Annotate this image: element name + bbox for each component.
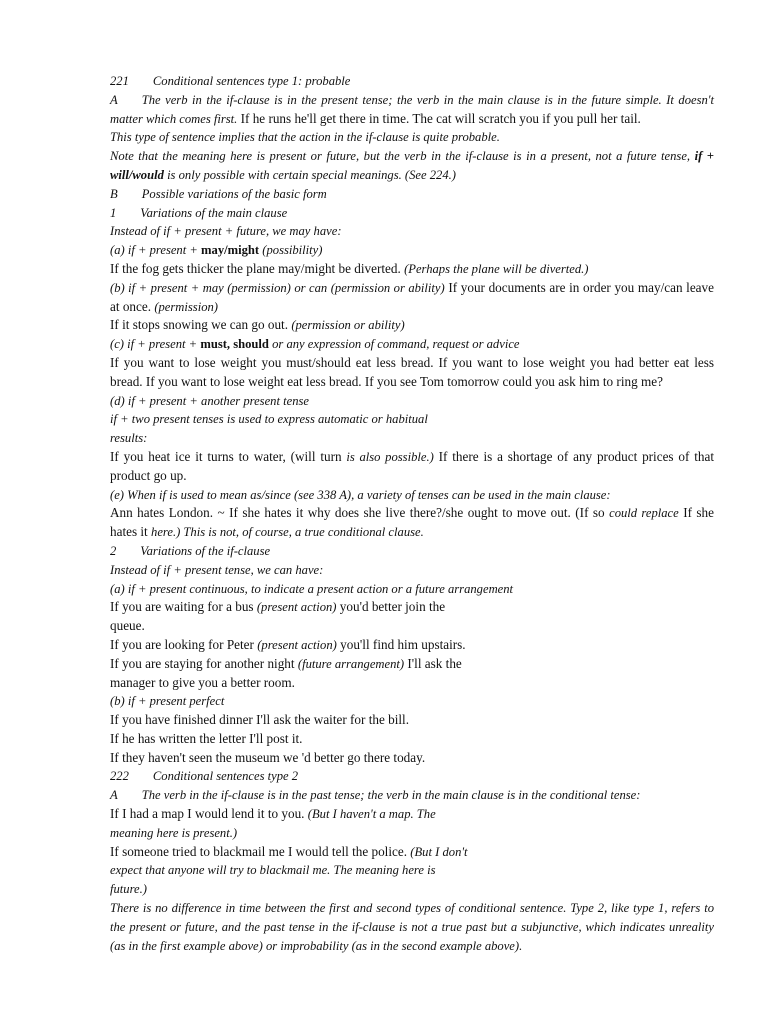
probability-note: This type of sentence implies that the action in the if-clause is quite probable.: [110, 130, 500, 145]
variation-1d-heading: (d) if + present + another present tense: [110, 393, 309, 408]
variation-1d-example: If you heat ice it turns to water, (will turn is also possible.) If there is a shortage of any product prices of that product go up.: [110, 448, 714, 483]
variation-1c-example: If you want to lose weight you must/should eat less bread. If you want to lose weight you had better eat less bread. If you want to lose weight eat less bread. If you see Tom tomorrow could you ask him to ring me?: [110, 354, 714, 389]
variation-1-intro: Instead of if + present + future, we may have:: [110, 224, 342, 239]
variation-2b-example-1: If you have finished dinner I'll ask the waiter for the bill.: [110, 712, 410, 728]
variation-1d-text-2: results:: [110, 431, 148, 446]
section-222-example-2-cont-2: future.): [110, 882, 147, 897]
variation-1e-heading: (e) When if is used to mean as/since (see 338 A), a variety of tenses can be used in the main clause:: [110, 487, 611, 502]
section-222-example-2-cont: expect that anyone will try to blackmail me. The meaning here is: [110, 863, 436, 878]
variation-2b-example-3: If they haven't seen the museum we 'd better go there today.: [110, 749, 426, 765]
variation-1a-heading: (a) if + present + may/might (possibility): [110, 243, 323, 258]
section-221-heading: 221 Conditional sentences type 1: probable: [110, 74, 351, 88]
section-222-example-2: If someone tried to blackmail me I would tell the police. (But I don't: [110, 843, 468, 859]
variation-1-heading: 1 Variations of the main clause: [110, 205, 288, 220]
section-221-b-heading: B Possible variations of the basic form: [110, 186, 327, 201]
section-222-example-1-cont: meaning here is present.): [110, 825, 238, 840]
variation-2a-example-1-cont: queue.: [110, 618, 145, 634]
variation-2b-heading: (b) if + present perfect: [110, 694, 225, 709]
variation-2a-heading: (a) if + present continuous, to indicate a present action or a future arrangement: [110, 581, 514, 596]
variation-1e-example: Ann hates London. ~ If she hates it why does she live there?/she ought to move out. (If so could replace If she hates it here.) This is not, of course, a true conditional clause.: [110, 505, 715, 540]
section-222-heading: 222 Conditional sentences type 2: [110, 769, 299, 784]
variation-1b: (b) if + present + may (permission) or can (permission or ability) If your documents are in order you may/can leave at once. (permission): [110, 279, 714, 314]
section-222-closing: There is no difference in time between the first and second types of conditional sentence. Type 2, like type 1, refers to the present or future, and the past tense in the if-clause is not a true past but a subjunctive, which indicates unreality (as in the first example above) or improbability (as in the second example above).: [110, 901, 714, 953]
variation-2a-example-3-cont: manager to give you a better room.: [110, 674, 295, 690]
variation-2b-example-2: If he has written the letter I'll post it.: [110, 730, 303, 746]
variation-1a-example: If the fog gets thicker the plane may/might be diverted. (Perhaps the plane will be diverted.): [110, 260, 589, 276]
variation-1c-heading: (c) if + present + must, should or any expression of command, request or advice: [110, 337, 520, 352]
variation-1b-example-2: If it stops snowing we can go out. (permission or ability): [110, 317, 405, 333]
document-page: [110, 72, 714, 955]
variation-2-heading: 2 Variations of the if-clause: [110, 543, 271, 558]
variation-2a-example-1: If you are waiting for a bus (present action) you'd better join the: [110, 599, 446, 615]
variation-2a-example-2: If you are looking for Peter (present action) you'll find him upstairs.: [110, 636, 466, 652]
tense-note: Note that the meaning here is present or future, but the verb in the if-clause is in a present, not a future tense, if + will/would is only possible with certain special meanings. (See 224.): [110, 149, 714, 182]
section-222-example-1: If I had a map I would lend it to you. (But I haven't a map. The: [110, 806, 436, 822]
section-221-a: A The verb in the if-clause is in the present tense; the verb in the main clause is in the future simple. It doesn't matter which comes first. If he runs he'll get there in time. The cat will scratch you if you pull her tail.: [110, 92, 714, 126]
variation-2a-example-3: If you are staying for another night (future arrangement) I'll ask the: [110, 655, 462, 671]
variation-2-intro: Instead of if + present tense, we can have:: [110, 562, 324, 577]
variation-1d-text: if + two present tenses is used to express automatic or habitual: [110, 412, 428, 427]
section-222-a: A The verb in the if-clause is in the past tense; the verb in the main clause is in the conditional tense:: [110, 788, 641, 803]
